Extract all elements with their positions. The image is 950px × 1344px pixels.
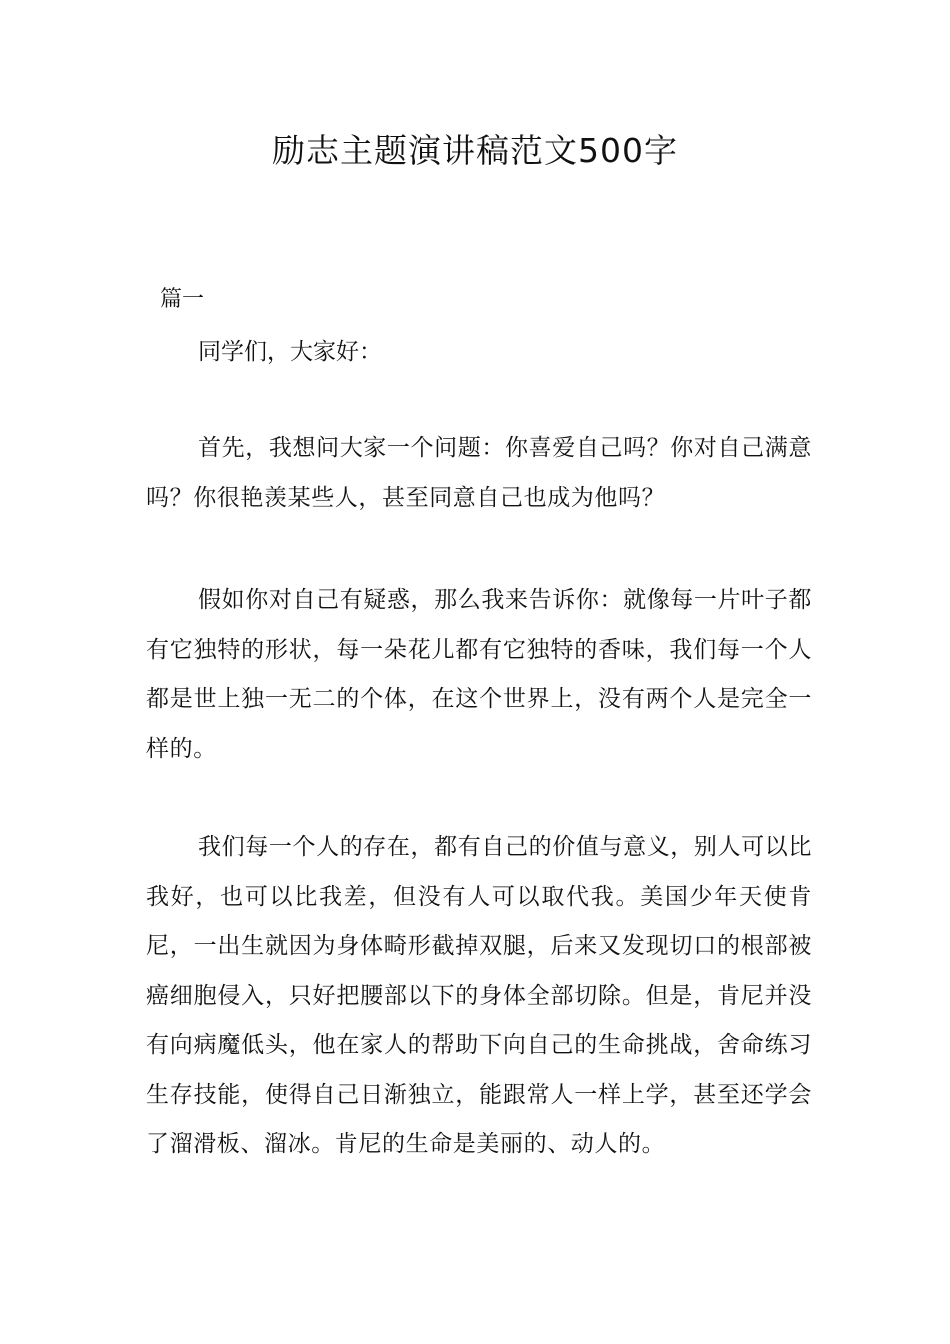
document-title: 励志主题演讲稿范文500字 xyxy=(272,131,678,170)
greeting-line: 同学们，大家好： xyxy=(198,339,382,365)
body-paragraph: 假如你对自己有疑惑，那么我来告诉你：就像每一片叶子都有它独特的形状，每一朵花儿都有它独特的香味，我们每一个人都是世上独一无二的个体，在这个世界上，没有两个人是完全一样的。 xyxy=(146,587,812,762)
body-paragraph: 我们每一个人的存在，都有自己的价值与意义，别人可以比我好，也可以比我差，但没有人可以取代我。美国少年天使肯尼，一出生就因为身体畸形截掉双腿，后来又发现切口的根部被癌细胞侵入，只好把腰部以下的身体全部切除。但是，肯尼并没有向病魔低头，他在家人的帮助下向自己的生命挑战，舍命练习生存技能，使得自己日渐独立，能跟常人一样上学，甚至还学会了溜滑板、溜冰。肯尼的生命是美丽的、动人的。 xyxy=(146,834,812,1157)
section-label: 篇一 xyxy=(160,287,205,312)
body-paragraph: 首先，我想问大家一个问题：你喜爱自己吗？你对自己满意吗？你很艳羡某些人，甚至同意自己也成为他吗？ xyxy=(146,435,812,511)
